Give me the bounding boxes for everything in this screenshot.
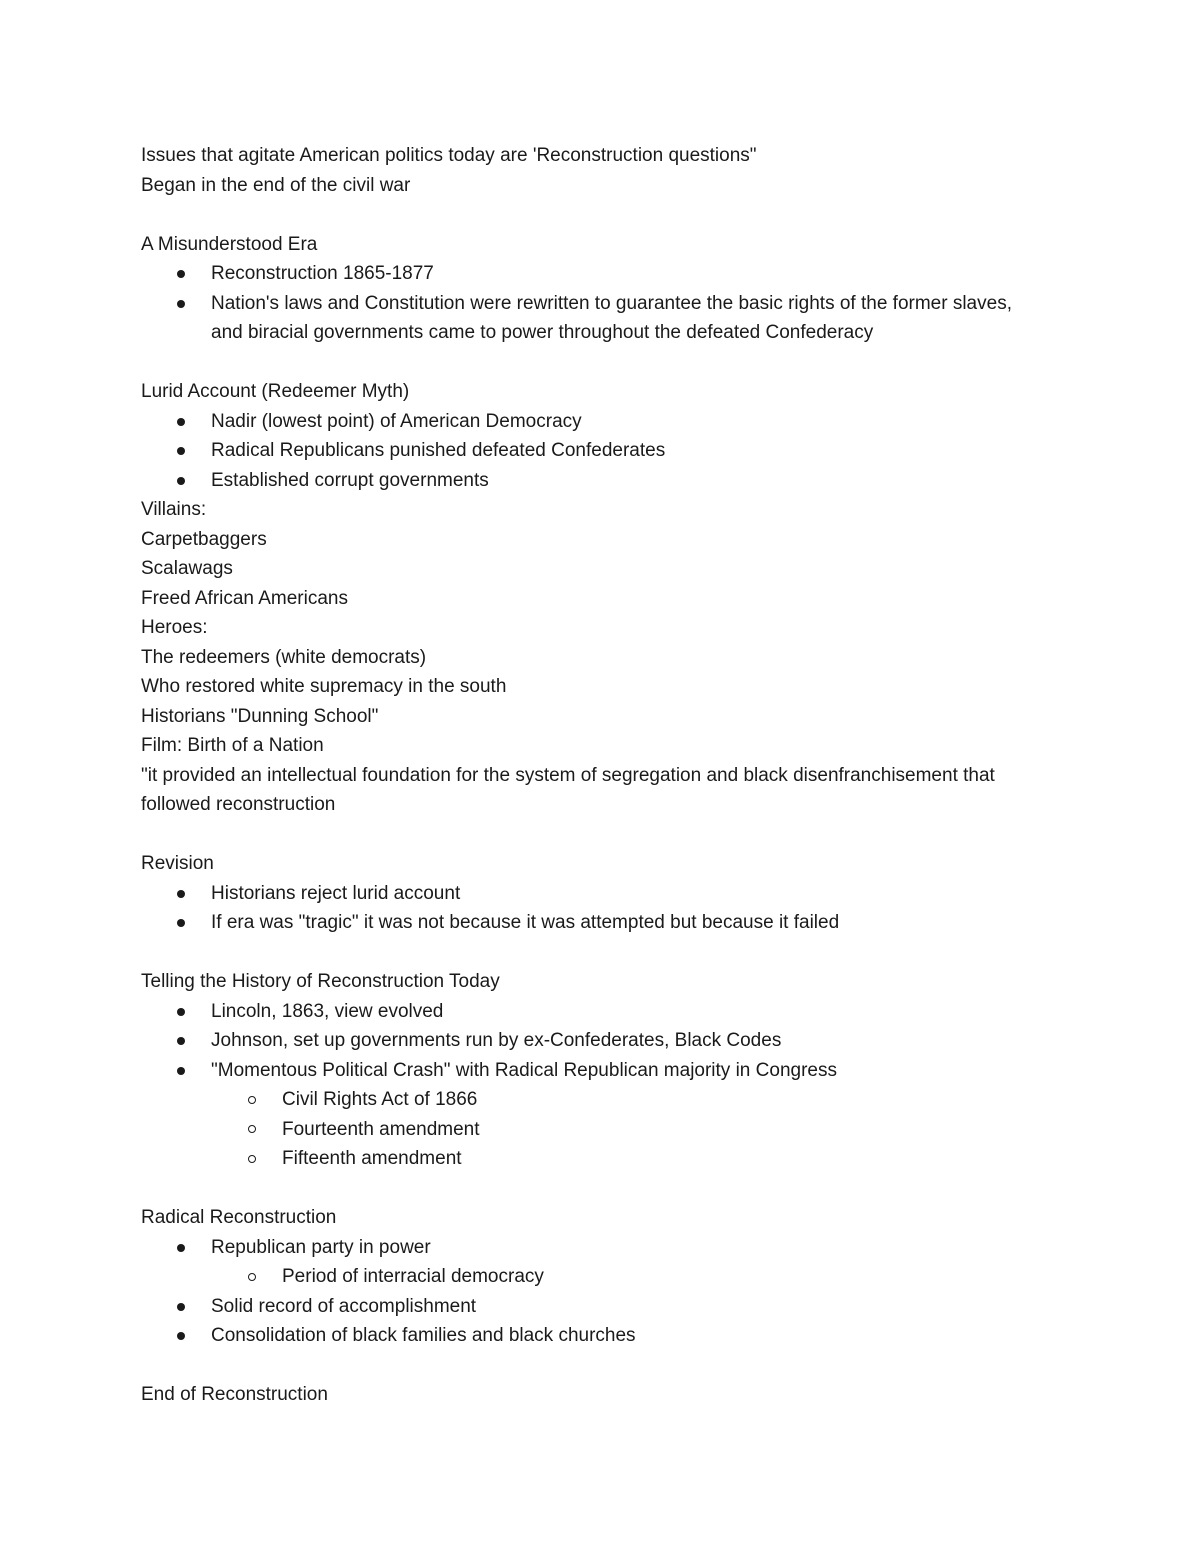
spacer [141,200,1081,230]
text-line: The redeemers (white democrats) [141,646,427,668]
list-item: Reconstruction 1865-1877 [141,259,1081,289]
spacer [141,938,1081,968]
section-heading-lurid: Lurid Account (Redeemer Myth) [141,381,410,402]
list-item [141,289,1081,348]
list-item-text: Nation's laws and Constitution were rewritten to guarantee the basic rights of the former slaves, [211,292,1012,314]
bullet-list-revision [141,879,1081,938]
list-item: Republican party in power [141,1233,1081,1263]
list-item: Solid record of accomplishment [141,1292,1081,1322]
list-item: If era was "tragic" it was not because it was attempted but because it failed [141,908,1081,938]
spacer [141,820,1081,850]
sub-list-item: Fifteenth amendment [141,1144,1081,1174]
list-item-text-continued: and biracial governments came to power throughout the defeated Confederacy [211,322,874,343]
text-line: Scalawags [141,558,233,579]
sub-list-item: Civil Rights Act of 1866 [141,1085,1081,1115]
intro-line-2: Began in the end of the civil war [141,174,411,196]
text-line: Who restored white supremacy in the south [141,676,507,697]
sub-list-item: Fourteenth amendment [141,1115,1081,1145]
list-item: Lincoln, 1863, view evolved [141,997,1081,1027]
bullet-list-lurid [141,407,1081,496]
list-item: Established corrupt governments [141,466,1081,496]
spacer [141,348,1081,378]
section-heading-telling: Telling the History of Reconstruction Today [141,971,500,992]
text-line: Historians "Dunning School" [141,705,379,727]
quote-line-continued: followed reconstruction [141,794,336,815]
bullet-list-telling [141,997,1081,1174]
section-heading-end: End of Reconstruction [141,1384,328,1405]
list-item: "Momentous Political Crash" with Radical Republican majority in Congress [141,1056,1081,1086]
list-item: Historians reject lurid account [141,879,1081,909]
villains-label: Villains: [141,499,207,520]
spacer [141,1351,1081,1381]
intro-line-1: Issues that agitate American politics today are 'Reconstruction questions" [141,145,757,166]
quote-line: "it provided an intellectual foundation for the system of segregation and black disenfranchisement that [141,764,995,786]
bullet-list-misunderstood [141,259,1081,348]
document-body [141,141,1081,1410]
bullet-list-radical [141,1233,1081,1351]
section-heading-revision: Revision [141,853,214,874]
text-line: Freed African Americans [141,587,348,609]
sub-list-item: Period of interracial democracy [141,1262,1081,1292]
text-line: Carpetbaggers [141,528,267,550]
heroes-label: Heroes: [141,617,208,638]
list-item: Radical Republicans punished defeated Confederates [141,436,1081,466]
spacer [141,1174,1081,1204]
list-item: Consolidation of black families and black churches [141,1321,1081,1351]
list-item: Johnson, set up governments run by ex-Confederates, Black Codes [141,1026,1081,1056]
section-heading-misunderstood: A Misunderstood Era [141,233,318,255]
list-item: Nadir (lowest point) of American Democracy [141,407,1081,437]
text-line: Film: Birth of a Nation [141,735,324,756]
section-heading-radical: Radical Reconstruction [141,1207,337,1228]
